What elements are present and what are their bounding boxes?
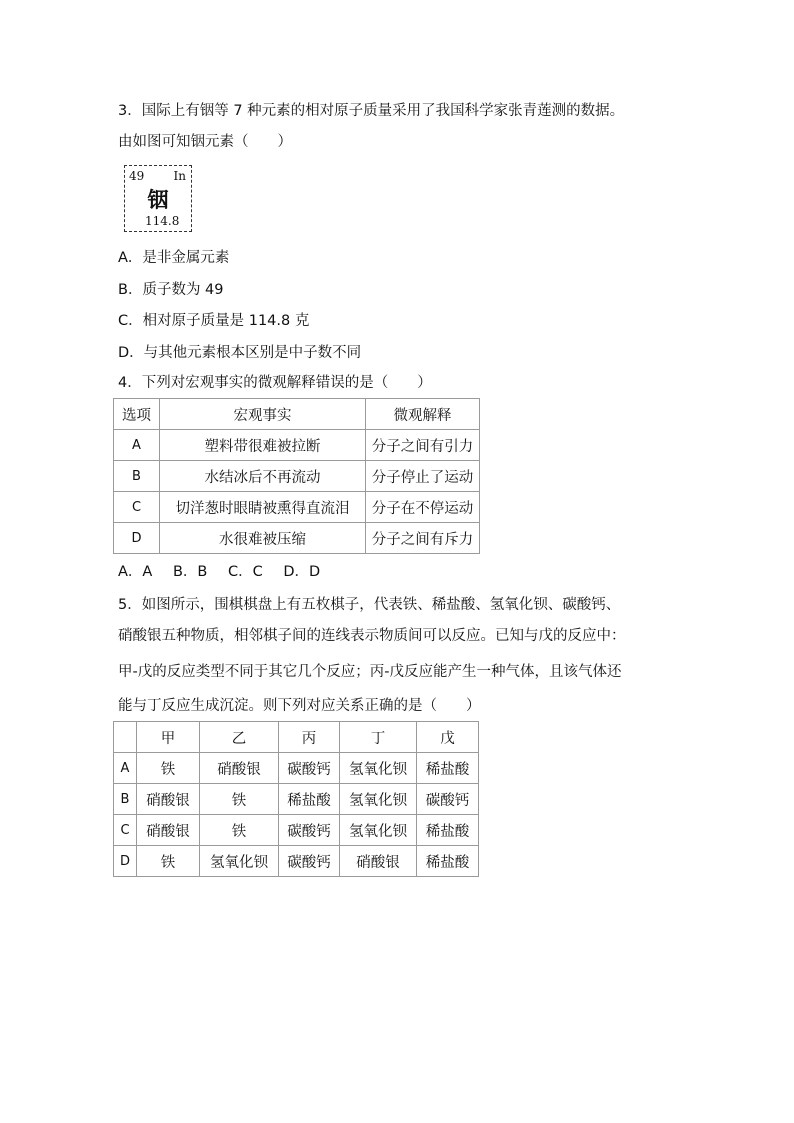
q4-stem: 4．下列对宏观事实的微观解释错误的是（ ） (118, 375, 432, 391)
table-cell: 分子在不停运动 (366, 492, 480, 523)
table-cell: 铁 (137, 846, 200, 877)
q3-option-a: A．是非金属元素 (118, 250, 230, 266)
q4-answer-d: D．D (283, 564, 321, 580)
table-row (114, 815, 479, 846)
element-symbol: In (173, 169, 186, 183)
q5-stem-line1: 5．如图所示，围棋棋盘上有五枚棋子，代表铁、稀盐酸、氢氧化钡、碳酸钙、 (118, 597, 621, 613)
table-cell: 稀盐酸 (417, 846, 479, 877)
table-header: 戊 (417, 722, 479, 753)
q3-option-b: B．质子数为 49 (118, 282, 224, 298)
q5-table (113, 721, 479, 877)
table-cell: 碳酸钙 (279, 753, 340, 784)
q3-option-d: D．与其他元素根本区别是中子数不同 (118, 345, 362, 361)
table-cell: 氢氧化钡 (340, 753, 417, 784)
table-cell: 氢氧化钡 (340, 815, 417, 846)
table-cell: 分子之间有斥力 (366, 523, 480, 554)
q5-stem-line2: 硝酸银五种物质，相邻棋子间的连线表示物质间可以反应。已知与戊的反应中： (118, 628, 626, 644)
atomic-mass: 114.8 (145, 214, 180, 228)
table-cell: 稀盐酸 (417, 815, 479, 846)
table-cell: B (114, 461, 160, 492)
q4-answer-options (118, 562, 336, 582)
table-cell: C (114, 492, 160, 523)
table-cell: 硝酸银 (137, 784, 200, 815)
table-cell: C (114, 815, 137, 846)
q4-answer-b: B．B (172, 564, 208, 580)
table-row (114, 846, 479, 877)
table-cell: 塑料带很难被拉断 (160, 430, 366, 461)
table-header (114, 722, 137, 753)
table-cell: 铁 (200, 815, 279, 846)
table-header: 乙 (200, 722, 279, 753)
table-row (114, 461, 480, 492)
table-cell: 氢氧化钡 (200, 846, 279, 877)
table-cell: 硝酸银 (137, 815, 200, 846)
table-cell: 切洋葱时眼睛被熏得直流泪 (160, 492, 366, 523)
table-row (114, 784, 479, 815)
table-cell: 硝酸银 (340, 846, 417, 877)
table-header: 微观解释 (366, 399, 480, 430)
table-header-row (114, 722, 479, 753)
table-row (114, 492, 480, 523)
table-header: 宏观事实 (160, 399, 366, 430)
table-cell: 铁 (137, 753, 200, 784)
table-header: 甲 (137, 722, 200, 753)
table-cell: B (114, 784, 137, 815)
indium-element-card (124, 165, 192, 232)
q3-stem-line2: 由如图可知铟元素（ ） (118, 134, 292, 150)
table-cell: 碳酸钙 (279, 846, 340, 877)
table-cell: 分子停止了运动 (366, 461, 480, 492)
table-cell: 碳酸钙 (279, 815, 340, 846)
table-header: 选项 (114, 399, 160, 430)
q4-answer-c: C．C (227, 564, 263, 580)
q4-table (113, 398, 480, 554)
q4-answer-a: A．A (118, 564, 153, 580)
table-header: 丙 (279, 722, 340, 753)
table-row (114, 523, 480, 554)
table-row (114, 753, 479, 784)
q3-stem-line1: 3．国际上有铟等 7 种元素的相对原子质量采用了我国科学家张青莲测的数据。 (118, 103, 625, 119)
q3-option-c: C．相对原子质量是 114.8 克 (118, 313, 310, 329)
table-cell: 水结冰后不再流动 (160, 461, 366, 492)
table-cell: A (114, 753, 137, 784)
table-cell: A (114, 430, 160, 461)
table-cell: 铁 (200, 784, 279, 815)
atomic-number: 49 (129, 169, 145, 183)
element-name: 铟 (147, 187, 169, 212)
table-header-row (114, 399, 480, 430)
table-cell: 稀盐酸 (279, 784, 340, 815)
q5-stem-line3: 甲-戊的反应类型不同于其它几个反应；丙-戊反应能产生一种气体，且该气体还 (118, 664, 622, 680)
table-cell: 稀盐酸 (417, 753, 479, 784)
table-cell: D (114, 523, 160, 554)
q5-stem-line4: 能与丁反应生成沉淀。则下列对应关系正确的是（ ） (118, 698, 481, 714)
table-cell: D (114, 846, 137, 877)
table-row (114, 430, 480, 461)
table-cell: 氢氧化钡 (340, 784, 417, 815)
table-cell: 硝酸银 (200, 753, 279, 784)
table-cell: 分子之间有引力 (366, 430, 480, 461)
table-cell: 碳酸钙 (417, 784, 479, 815)
table-header: 丁 (340, 722, 417, 753)
table-cell: 水很难被压缩 (160, 523, 366, 554)
